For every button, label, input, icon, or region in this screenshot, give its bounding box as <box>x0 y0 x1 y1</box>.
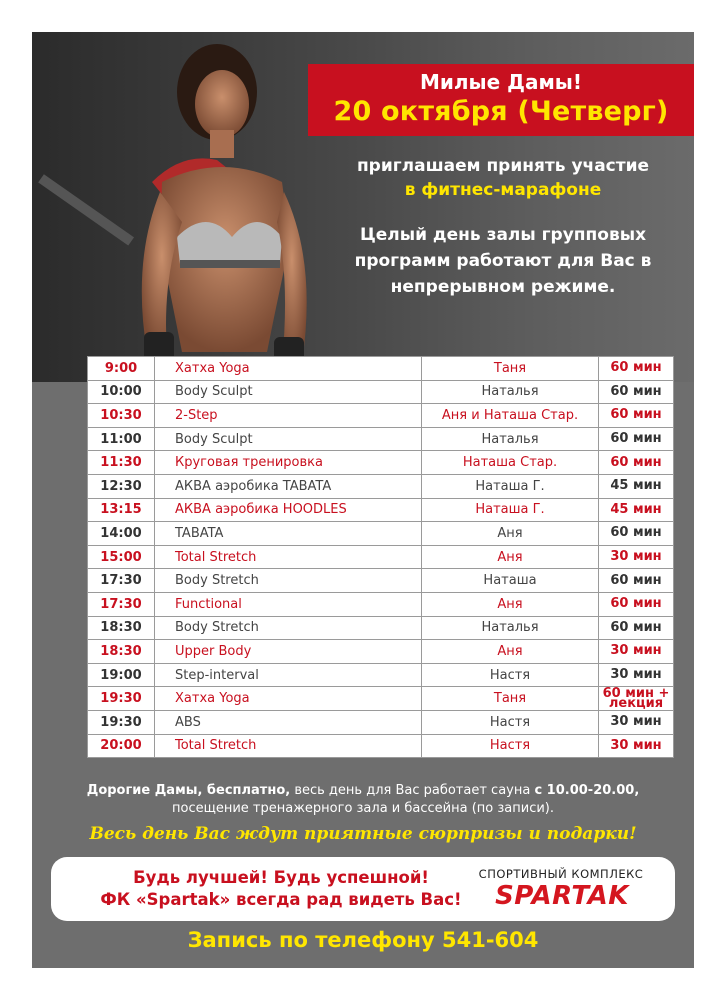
phone-booking: Запись по телефону 541-604 <box>187 928 539 952</box>
schedule-coach: Настя <box>422 734 599 758</box>
schedule-class: Total Stretch <box>155 545 422 569</box>
schedule-duration: 60 мин <box>599 427 674 451</box>
schedule-time: 11:30 <box>88 451 155 475</box>
invitation-line-1: приглашаем принять участие <box>356 156 650 176</box>
schedule-coach: Наталья <box>422 427 599 451</box>
note-plain-1: весь день для Вас работает сауна <box>290 783 535 798</box>
schedule-class: Upper Body <box>155 640 422 664</box>
schedule-class: Body Sculpt <box>155 427 422 451</box>
schedule-class: АКВА аэробика TABATA <box>155 474 422 498</box>
schedule-class: Хатха Yoga <box>155 357 422 381</box>
schedule-table <box>87 356 674 758</box>
schedule-coach: Наташа Стар. <box>422 451 599 475</box>
schedule-coach: Наташа Г. <box>422 474 599 498</box>
schedule-coach: Наталья <box>422 616 599 640</box>
schedule-time: 10:30 <box>88 404 155 428</box>
schedule-duration: 30 мин <box>599 734 674 758</box>
invitation-line-2: в фитнес-марафоне <box>404 180 602 200</box>
schedule-duration: 60 мин <box>599 357 674 381</box>
schedule-duration: 60 мин <box>599 616 674 640</box>
schedule-time: 14:00 <box>88 522 155 546</box>
note-bold-1: Дорогие Дамы, бесплатно, <box>86 783 291 798</box>
all-day-text <box>328 222 678 300</box>
schedule-time: 12:30 <box>88 474 155 498</box>
schedule-time: 10:00 <box>88 380 155 404</box>
schedule-duration: 45 мин <box>599 474 674 498</box>
schedule-class: 2-Step <box>155 404 422 428</box>
schedule-class: Круговая тренировка <box>155 451 422 475</box>
slogan-panel <box>51 857 675 921</box>
schedule-time: 13:15 <box>88 498 155 522</box>
brand-subtitle: СПОРТИВНЫЙ КОМПЛЕКС <box>478 867 644 881</box>
brand-logo: SPARTAK <box>495 881 629 911</box>
schedule-duration: 60 мин <box>599 522 674 546</box>
schedule-row <box>88 592 674 616</box>
schedule-row <box>88 663 674 687</box>
schedule-duration: 60 мин <box>599 451 674 475</box>
schedule-duration: 60 мин <box>599 380 674 404</box>
headline-banner <box>308 64 694 136</box>
schedule-time: 18:30 <box>88 616 155 640</box>
schedule-time: 17:30 <box>88 592 155 616</box>
schedule-time: 19:30 <box>88 710 155 734</box>
schedule-row <box>88 404 674 428</box>
headline-greeting: Милые Дамы! <box>419 70 583 94</box>
athlete-photo <box>32 32 332 382</box>
schedule-class: Body Stretch <box>155 569 422 593</box>
schedule-class: Functional <box>155 592 422 616</box>
schedule-class: ABS <box>155 710 422 734</box>
schedule-duration: 30 мин <box>599 710 674 734</box>
schedule-class: Step-interval <box>155 663 422 687</box>
schedule-coach: Аня <box>422 522 599 546</box>
slogan-line-1: Будь лучшей! Будь успешной! <box>133 868 429 887</box>
schedule-time: 19:30 <box>88 687 155 711</box>
schedule-duration: 60 мин + лекция <box>599 687 674 711</box>
schedule-row <box>88 545 674 569</box>
all-day-line-3: непрерывном режиме. <box>390 277 616 297</box>
headline-date: 20 октября (Четверг) <box>333 96 669 127</box>
all-day-line-1: Целый день залы групповых <box>359 225 647 245</box>
schedule-class: TABATA <box>155 522 422 546</box>
schedule-class: АКВА аэробика HOODLES <box>155 498 422 522</box>
schedule-row <box>88 640 674 664</box>
schedule-row <box>88 427 674 451</box>
schedule-coach: Настя <box>422 710 599 734</box>
schedule-row <box>88 710 674 734</box>
poster <box>32 32 694 968</box>
schedule-time: 19:00 <box>88 663 155 687</box>
schedule-time: 17:30 <box>88 569 155 593</box>
surprise-text: Весь день Вас ждут приятные сюрпризы и подарки! <box>89 824 637 844</box>
schedule-row <box>88 380 674 404</box>
schedule-time: 20:00 <box>88 734 155 758</box>
note-bold-2: с 10.00-20.00, <box>534 783 640 798</box>
schedule-row <box>88 522 674 546</box>
schedule-coach: Наталья <box>422 380 599 404</box>
schedule-time: 11:00 <box>88 427 155 451</box>
schedule-coach: Аня <box>422 640 599 664</box>
schedule-class: Body Sculpt <box>155 380 422 404</box>
all-day-line-2: программ работают для Вас в <box>354 251 652 271</box>
schedule-time: 15:00 <box>88 545 155 569</box>
schedule-row <box>88 569 674 593</box>
schedule-duration: 30 мин <box>599 640 674 664</box>
schedule-coach: Аня и Наташа Стар. <box>422 404 599 428</box>
schedule-coach: Таня <box>422 357 599 381</box>
note-line-2: посещение тренажерного зала и бассейна (по записи). <box>171 801 554 816</box>
schedule-row <box>88 616 674 640</box>
schedule-duration: 45 мин <box>599 498 674 522</box>
schedule-row <box>88 687 674 711</box>
schedule-class: Total Stretch <box>155 734 422 758</box>
schedule-duration: 60 мин <box>599 569 674 593</box>
schedule-class: Body Stretch <box>155 616 422 640</box>
schedule-duration: 60 мин <box>599 404 674 428</box>
schedule-coach: Аня <box>422 545 599 569</box>
schedule-coach: Настя <box>422 663 599 687</box>
schedule-row <box>88 357 674 381</box>
slogan-line-2: ФК «Spartak» всегда рад видеть Вас! <box>100 890 462 909</box>
schedule-row <box>88 474 674 498</box>
schedule-duration: 30 мин <box>599 663 674 687</box>
schedule-duration: 60 мин <box>599 592 674 616</box>
schedule-duration: 30 мин <box>599 545 674 569</box>
schedule-time: 18:30 <box>88 640 155 664</box>
slogan <box>91 867 471 911</box>
schedule-coach: Аня <box>422 592 599 616</box>
schedule-coach: Таня <box>422 687 599 711</box>
sauna-note <box>64 782 662 818</box>
schedule-row <box>88 498 674 522</box>
schedule-coach: Наташа Г. <box>422 498 599 522</box>
schedule-coach: Наташа <box>422 569 599 593</box>
schedule-row <box>88 451 674 475</box>
schedule-time: 9:00 <box>88 357 155 381</box>
schedule-row <box>88 734 674 758</box>
invitation-text <box>328 154 678 202</box>
schedule-class: Хатха Yoga <box>155 687 422 711</box>
